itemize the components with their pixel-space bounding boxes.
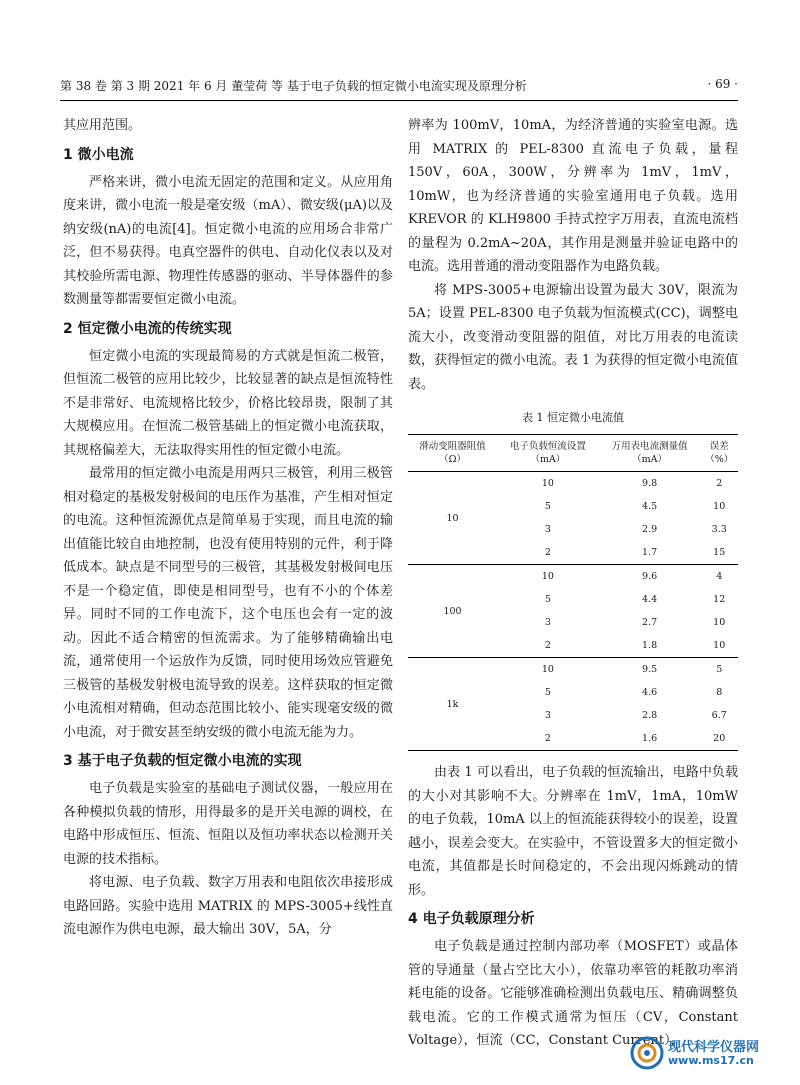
header-set-current: 电子负载恒流设置 （mA） xyxy=(509,441,586,465)
error-cell: 12 xyxy=(713,594,726,605)
set-current-cell: 5 xyxy=(544,594,551,605)
paragraph: 恒定微小电流的实现最简易的方式就是恒流二极管，但恒流二极管的应用比较少，比较显著的缺点是恒流特性不是非常好、电流规格比较少，价格比较昂贵，限制了其大规模应用。在恒流二极管基础上的恒定微小电流获取，其规格偏差大，无法取得实用性的恒定微小电流。 xyxy=(63,348,393,458)
set-current-cell: 2 xyxy=(544,547,551,558)
resistance-cell: 1k xyxy=(446,698,459,710)
paragraph: 严格来讲，微小电流无固定的范围和定义。从应用角度来讲，微小电流一般是毫安级（mA）、微安级(μA)以及纳安级(nA)的电流[4]。恒定微小电流的应用场合非常广泛，但不易获得。电真空器件的供电、自动化仪表以及对其校验所需电源、物理性传感器的驱动、半导体器件的参数测量等都需要恒定微小电流。 xyxy=(63,174,393,307)
paragraph: 由表 1 可以看出，电子负载的恒流输出，电路中负载的大小对其影响不大。分辨率在 1mV，1mA，10mW 的电子负载，10mA 以上的恒流能获得较小的误差，设置越小，误差会变大。在实验中，不管设置多大的恒定微小电流，其值都是长时间稳定的，不会出现闪烁跳动的情形。 xyxy=(408,765,738,898)
set-current-cell: 3 xyxy=(544,617,551,628)
header-error: 误差 （%） xyxy=(705,441,734,465)
paragraph: 电子负载是实验室的基础电子测试仪器，一般应用在各种模拟负载的情形，用得最多的是开关电源的调校，在电路中形成恒压、恒流、恒阻以及恒功率状态以检测开关电源的技术指标。 xyxy=(63,781,393,867)
left-column xyxy=(63,114,393,942)
paragraph: 将 MPS-3005+电源输出设置为最大 30V，限流为 5A；设置 PEL-8300 电子负载为恒流模式(CC)，调整电流大小，改变滑动变阻器的阻值，对比万用表的电流读数，获得恒定的微小电流。表 1 为获得的恒定微小电流值表。 xyxy=(408,282,738,392)
measured-current-cell: 4.6 xyxy=(642,687,658,698)
error-cell: 2 xyxy=(716,478,723,489)
error-cell: 4 xyxy=(716,571,723,582)
table-caption: 表 1 恒定微小电流值 xyxy=(522,411,624,424)
resistance-cell: 10 xyxy=(446,512,459,524)
error-cell: 10 xyxy=(713,640,726,651)
set-current-cell: 2 xyxy=(544,733,551,744)
table-group xyxy=(408,565,738,658)
table-header-row xyxy=(408,435,738,472)
set-current-cell: 10 xyxy=(541,664,554,675)
header-rule xyxy=(60,100,738,101)
error-cell: 15 xyxy=(713,547,726,558)
section-heading-4: 4 电子负载原理分析 xyxy=(408,911,535,927)
table-group xyxy=(408,658,738,751)
set-current-cell: 10 xyxy=(541,478,554,489)
measured-current-cell: 1.6 xyxy=(642,733,658,744)
table-row xyxy=(408,472,738,496)
measured-current-cell: 9.5 xyxy=(642,664,658,675)
watermark-name: 现代科学仪器网 xyxy=(668,1040,760,1055)
paragraph: 将电源、电子负载、数字万用表和电阻依次串接形成电路回路。实验中选用 MATRIX 的 MPS-3005+线性直流电源作为供电电源，最大输出 30V，5A，分 xyxy=(63,875,393,937)
page-number: · 69 · xyxy=(707,77,738,91)
section-heading-3: 3 基于电子负载的恒定微小电流的实现 xyxy=(63,753,302,769)
watermark-url: www.ms17.cn xyxy=(668,1054,754,1067)
running-header xyxy=(60,77,738,101)
set-current-cell: 5 xyxy=(544,687,551,698)
measured-current-cell: 4.4 xyxy=(642,594,658,605)
set-current-cell: 3 xyxy=(544,710,551,721)
watermark xyxy=(630,1032,790,1078)
paragraph: 电子负载是通过控制内部功率（MOSFET）或晶体管的导通量（量占空比大小），依靠功率管的耗散功率消耗电能的设备。它能够准确检测出负载电压、精确调整负载电流。它的工作模式通常为恒压（CV，Constant Voltage），恒流（CC，Constant Current）， xyxy=(408,939,738,1048)
paragraph: 最常用的恒定微小电流是用两只三极管，利用三极管相对稳定的基极发射极间的电压作为基准，产生相对恒定的电流。这种恒流源优点是简单易于实现，而且电流的输出值能比较自由地控制，也没有使用特别的元件，利于降低成本。缺点是不同型号的三极管，其基极发射极间电压不是一个稳定值，即使是相同型号，也有不小的个体差异。同时不同的工作电流下，这个电压也会有一定的波动。因此不适合精密的恒流需求。为了能够精确输出电流，通常使用一个运放作为反馈，同时使用场效应管避免三极管的基极发射极电流导致的误差。这样获取的恒定微小电流相对精确，但动态范围比较小、能实现毫安级的微小电流，对于微安甚至纳安级的微小电流无能为力。 xyxy=(63,466,393,740)
error-cell: 8 xyxy=(716,687,723,698)
measured-current-cell: 2.7 xyxy=(642,617,658,628)
section-heading-2: 2 恒定微小电流的传统实现 xyxy=(63,320,232,337)
paragraph: 其应用范围。 xyxy=(63,118,142,133)
error-cell: 6.7 xyxy=(711,710,727,721)
error-cell: 3.3 xyxy=(711,524,727,535)
header-resistance: 滑动变阻器阻值 （Ω） xyxy=(419,441,486,465)
measured-current-cell: 1.7 xyxy=(642,547,658,558)
set-current-cell: 2 xyxy=(544,640,551,651)
right-column xyxy=(408,114,738,1053)
paragraph: 辨率为 100mV，10mA，为经济普通的实验室电源。选用 MATRIX 的 PEL-8300 直流电子负载，量程 150V，60A，300W，分辨率为 1mV，1mV，10mW，也为经济普通的实验室通用电子负载。选用 KREVOR 的 KLH9800 手持式控字万用表，直流电流档的量程为 0.2mA~20A，其作用是测量并验证电路中的电流。选用普通的滑动变阻器作为电路负载。 xyxy=(408,118,738,274)
error-cell: 20 xyxy=(713,733,726,744)
current-table xyxy=(408,434,738,751)
measured-current-cell: 2.9 xyxy=(642,524,658,535)
error-cell: 5 xyxy=(716,664,723,675)
watermark-logo-icon xyxy=(630,1036,664,1070)
measured-current-cell: 4.5 xyxy=(642,501,658,512)
measured-current-cell: 1.8 xyxy=(642,640,658,651)
set-current-cell: 5 xyxy=(544,501,551,512)
error-cell: 10 xyxy=(713,501,726,512)
measured-current-cell: 2.8 xyxy=(642,710,658,721)
set-current-cell: 3 xyxy=(544,524,551,535)
header-measured-current: 万用表电流测量值 （mA） xyxy=(611,441,688,465)
measured-current-cell: 9.6 xyxy=(642,571,658,582)
header-citation: 第 38 卷 第 3 期 2021 年 6 月 董莹荷 等 基于电子负载的恒定微小电流实现及原理分析 xyxy=(60,79,527,93)
set-current-cell: 10 xyxy=(541,571,554,582)
error-cell: 10 xyxy=(713,617,726,628)
table-row xyxy=(408,565,738,589)
section-heading-1: 1 微小电流 xyxy=(63,146,134,163)
resistance-cell: 100 xyxy=(443,605,462,617)
table-group xyxy=(408,472,738,565)
table-row xyxy=(408,658,738,682)
measured-current-cell: 9.8 xyxy=(642,478,658,489)
